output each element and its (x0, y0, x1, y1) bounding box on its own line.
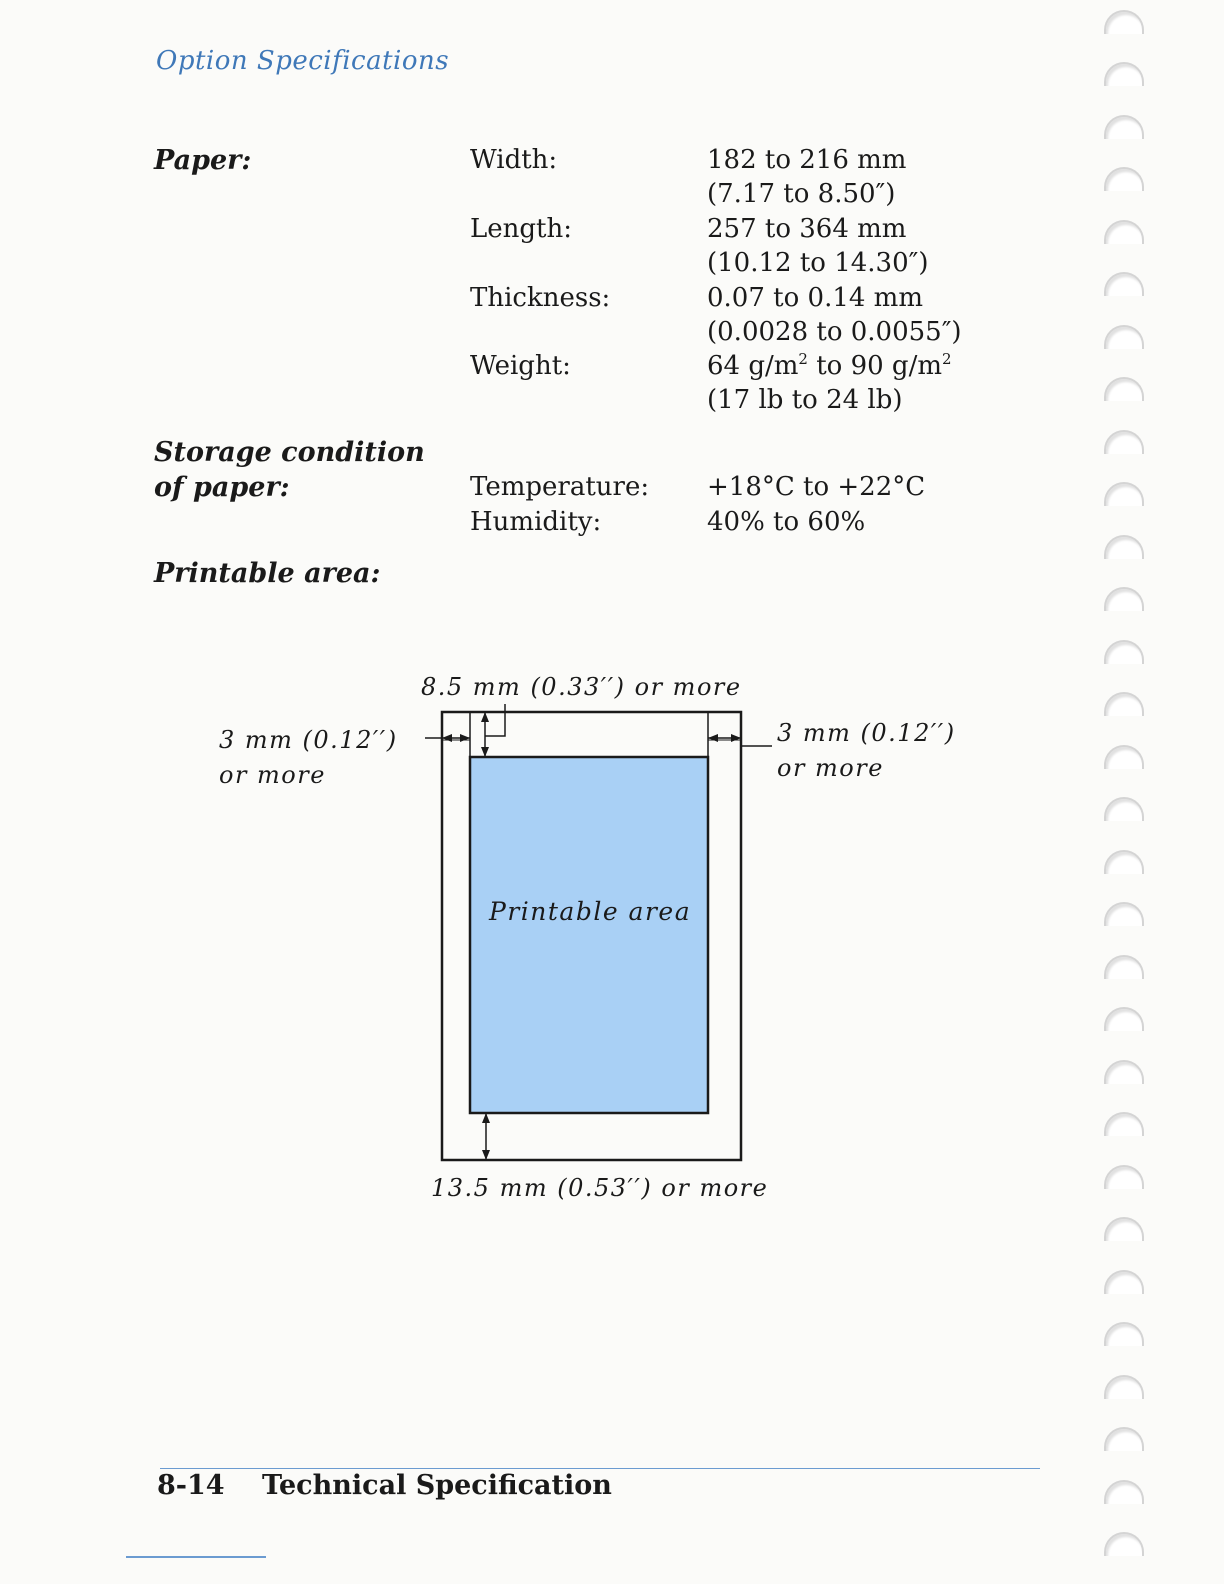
printable-area-rect (470, 757, 708, 1113)
storage-heading-line2: of paper: (154, 472, 290, 503)
temperature-label: Temperature: (470, 472, 650, 502)
width-label: Width: (470, 145, 558, 175)
printable-area-label: Printable area (489, 897, 692, 926)
thickness-value: 0.07 to 0.14 mm (0.0028 to 0.0055″) (707, 283, 962, 347)
right-margin-label-1: 3 mm (0.12′′) (777, 719, 956, 747)
left-margin-label-2: or more (219, 761, 326, 789)
left-margin-label-1: 3 mm (0.12′′) (219, 726, 398, 754)
thickness-label: Thickness: (470, 283, 611, 313)
running-header: Option Specifications (156, 46, 450, 76)
humidity-value: 40% to 60% (707, 507, 866, 537)
bottom-edge-mark (126, 1556, 266, 1558)
weight-label: Weight: (470, 351, 571, 381)
length-label: Length: (470, 214, 572, 244)
storage-heading-line1: Storage condition (154, 437, 425, 468)
paper-heading: Paper: (154, 145, 252, 176)
printable-area-heading: Printable area: (154, 558, 381, 589)
footer-rule (160, 1468, 1040, 1469)
bottom-margin-label: 13.5 mm (0.53′′) or more (431, 1174, 769, 1202)
weight-value: 64 $g/m^2$ to 90 $g/m^2$ (17 lb to 24 lb) (707, 350, 952, 415)
length-value: 257 to 364 mm (10.12 to 14.30″) (707, 214, 929, 278)
page-number: 8-14 (157, 1470, 225, 1501)
chapter-title: Technical Specification (262, 1470, 612, 1501)
width-value: 182 to 216 mm (7.17 to 8.50″) (707, 145, 907, 209)
humidity-label: Humidity: (470, 507, 602, 537)
top-margin-label: 8.5 mm (0.33′′) or more (421, 673, 742, 701)
temperature-value: +18°C to +22°C (707, 472, 926, 502)
right-margin-label-2: or more (777, 754, 884, 782)
